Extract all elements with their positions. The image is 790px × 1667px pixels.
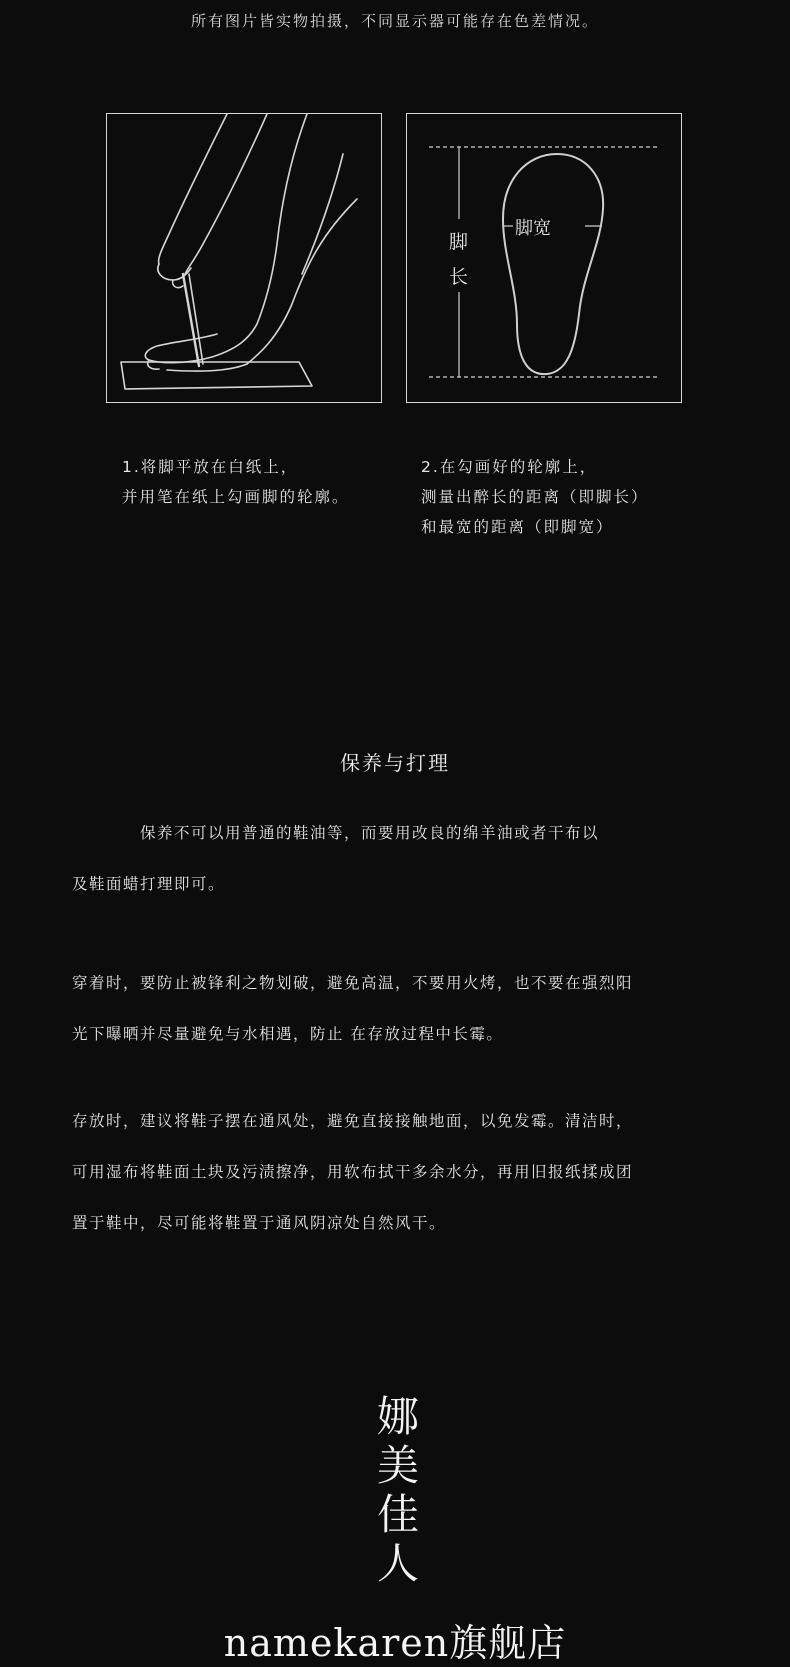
step-1-caption [122,452,350,512]
care-paragraph-1 [72,808,732,910]
foot-outline-drawing [407,114,683,404]
step-1-line-1: 1.将脚平放在白纸上， [122,458,299,476]
care-paragraph-2-line-1: 穿着时，要防止被锋利之物划破，避免高温，不要用火烤，也不要在强烈阳 [72,974,634,992]
care-paragraph-3-line-2: 可用湿布将鞋面土块及污渍擦净，用软布拭干多余水分，再用旧报纸揉成团 [72,1163,634,1181]
care-paragraph-2 [72,958,732,1060]
step-1-line-2: 并用笔在纸上勾画脚的轮廓。 [122,488,350,506]
step-2-line-3: 和最宽的距离（即脚宽） [421,518,614,536]
brand-char-1: 娜 [376,1392,419,1441]
step-2-line-1: 2.在勾画好的轮廓上， [421,458,598,476]
care-paragraph-1-line-2: 及鞋面蜡打理即可。 [72,875,226,893]
brand-char-4: 人 [376,1539,419,1588]
step-2-caption [421,452,649,542]
brand-char-2: 美 [376,1441,419,1490]
care-section-title: 保养与打理 [340,751,450,775]
store-name: namekaren旗舰店 [223,1621,567,1665]
care-paragraph-1-line-1: 保养不可以用普通的鞋油等，而要用改良的绵羊油或者干布以 [72,824,600,842]
care-paragraph-3-line-3: 置于鞋中，尽可能将鞋置于通风阴凉处自然风干。 [72,1214,447,1232]
foot-length-label-char-2: 长 [449,266,469,288]
brand-char-3: 佳 [376,1490,419,1539]
brand-vertical-name [370,1392,426,1588]
foot-tracing-illustration [106,113,382,403]
foot-tracing-drawing [107,114,383,404]
photo-disclaimer: 所有图片皆实物拍摄，不同显示器可能存在色差情况。 [190,12,599,30]
step-2-line-2: 测量出醉长的距离（即脚长） [421,488,649,506]
foot-measurement-diagram [406,113,682,403]
care-paragraph-3 [72,1096,732,1249]
care-paragraph-3-line-1: 存放时，建议将鞋子摆在通风处，避免直接接触地面，以免发霉。清洁时， [72,1112,634,1130]
foot-length-label-char-1: 脚 [449,231,469,253]
care-paragraph-2-line-2: 光下曝晒并尽量避免与水相遇，防止 在存放过程中长霉。 [72,1025,504,1043]
foot-width-label: 脚宽 [515,218,551,239]
